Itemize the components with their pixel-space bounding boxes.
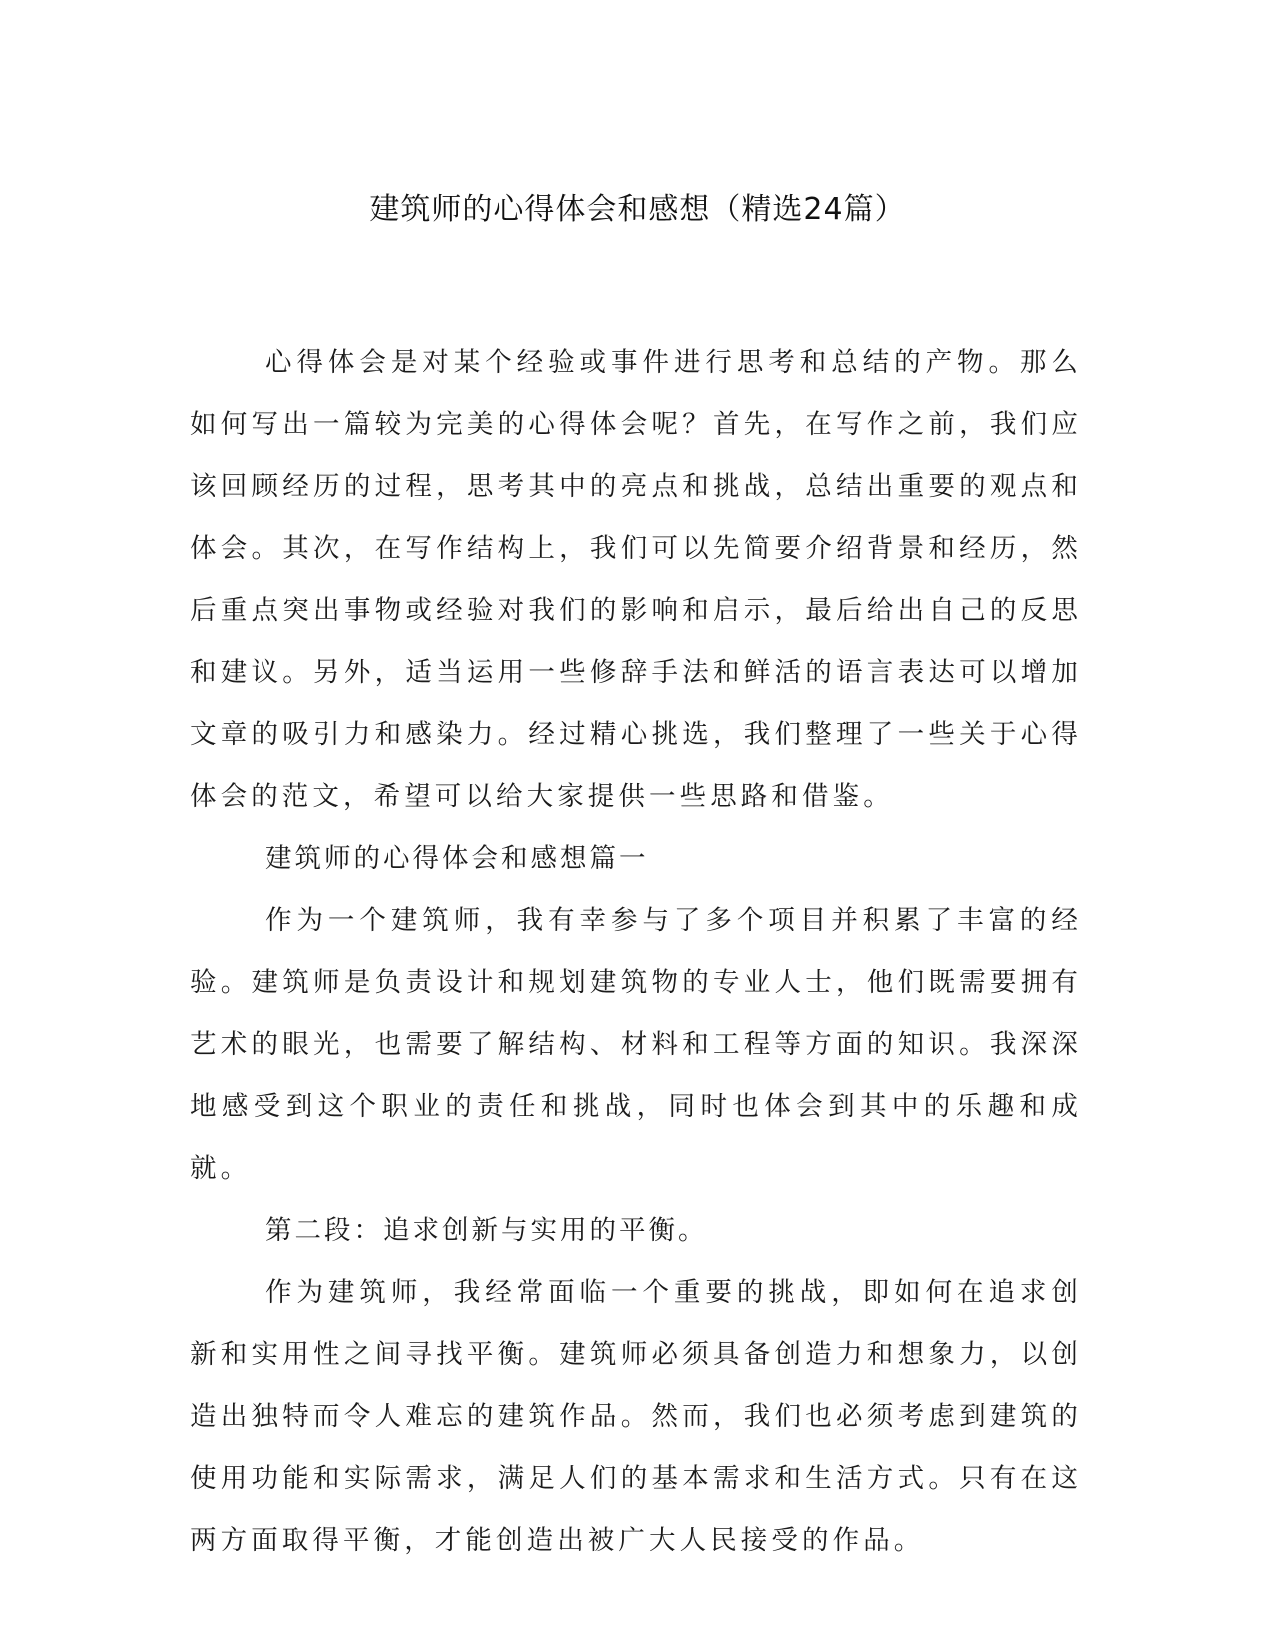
body-paragraph-2: 作为建筑师，我经常面临一个重要的挑战，即如何在追求创新和实用性之间寻找平衡。建筑师必须具备创造力和想象力，以创造出独特而令人难忘的建筑作品。然而，我们也必须考虑到建筑的使用功能和实际需求，满足人们的基本需求和生活方式。只有在这两方面取得平衡，才能创造出被广大人民接受的作品。 — [190, 1277, 1082, 1556]
intro-paragraph: 心得体会是对某个经验或事件进行思考和总结的产物。那么如何写出一篇较为完美的心得体会呢？首先，在写作之前，我们应该回顾经历的过程，思考其中的亮点和挑战，总结出重要的观点和体会。其次，在写作结构上，我们可以先简要介绍背景和经历，然后重点突出事物或经验对我们的影响和启示，最后给出自己的反思和建议。另外，适当运用一些修辞手法和鲜活的语言表达可以增加文章的吸引力和感染力。经过精心挑选，我们整理了一些关于心得体会的范文，希望可以给大家提供一些思路和借鉴。 — [190, 347, 1082, 812]
section-heading-2: 第二段：追求创新与实用的平衡。 — [265, 1215, 708, 1246]
document-title: 建筑师的心得体会和感想（精选24篇） — [369, 192, 906, 227]
body-paragraph-1: 作为一个建筑师，我有幸参与了多个项目并积累了丰富的经验。建筑师是负责设计和规划建筑物的专业人士，他们既需要拥有艺术的眼光，也需要了解结构、材料和工程等方面的知识。我深深地感受到这个职业的责任和挑战，同时也体会到其中的乐趣和成就。 — [190, 905, 1082, 1184]
section-heading-1: 建筑师的心得体会和感想篇一 — [265, 843, 649, 874]
document-body — [190, 332, 1082, 1572]
